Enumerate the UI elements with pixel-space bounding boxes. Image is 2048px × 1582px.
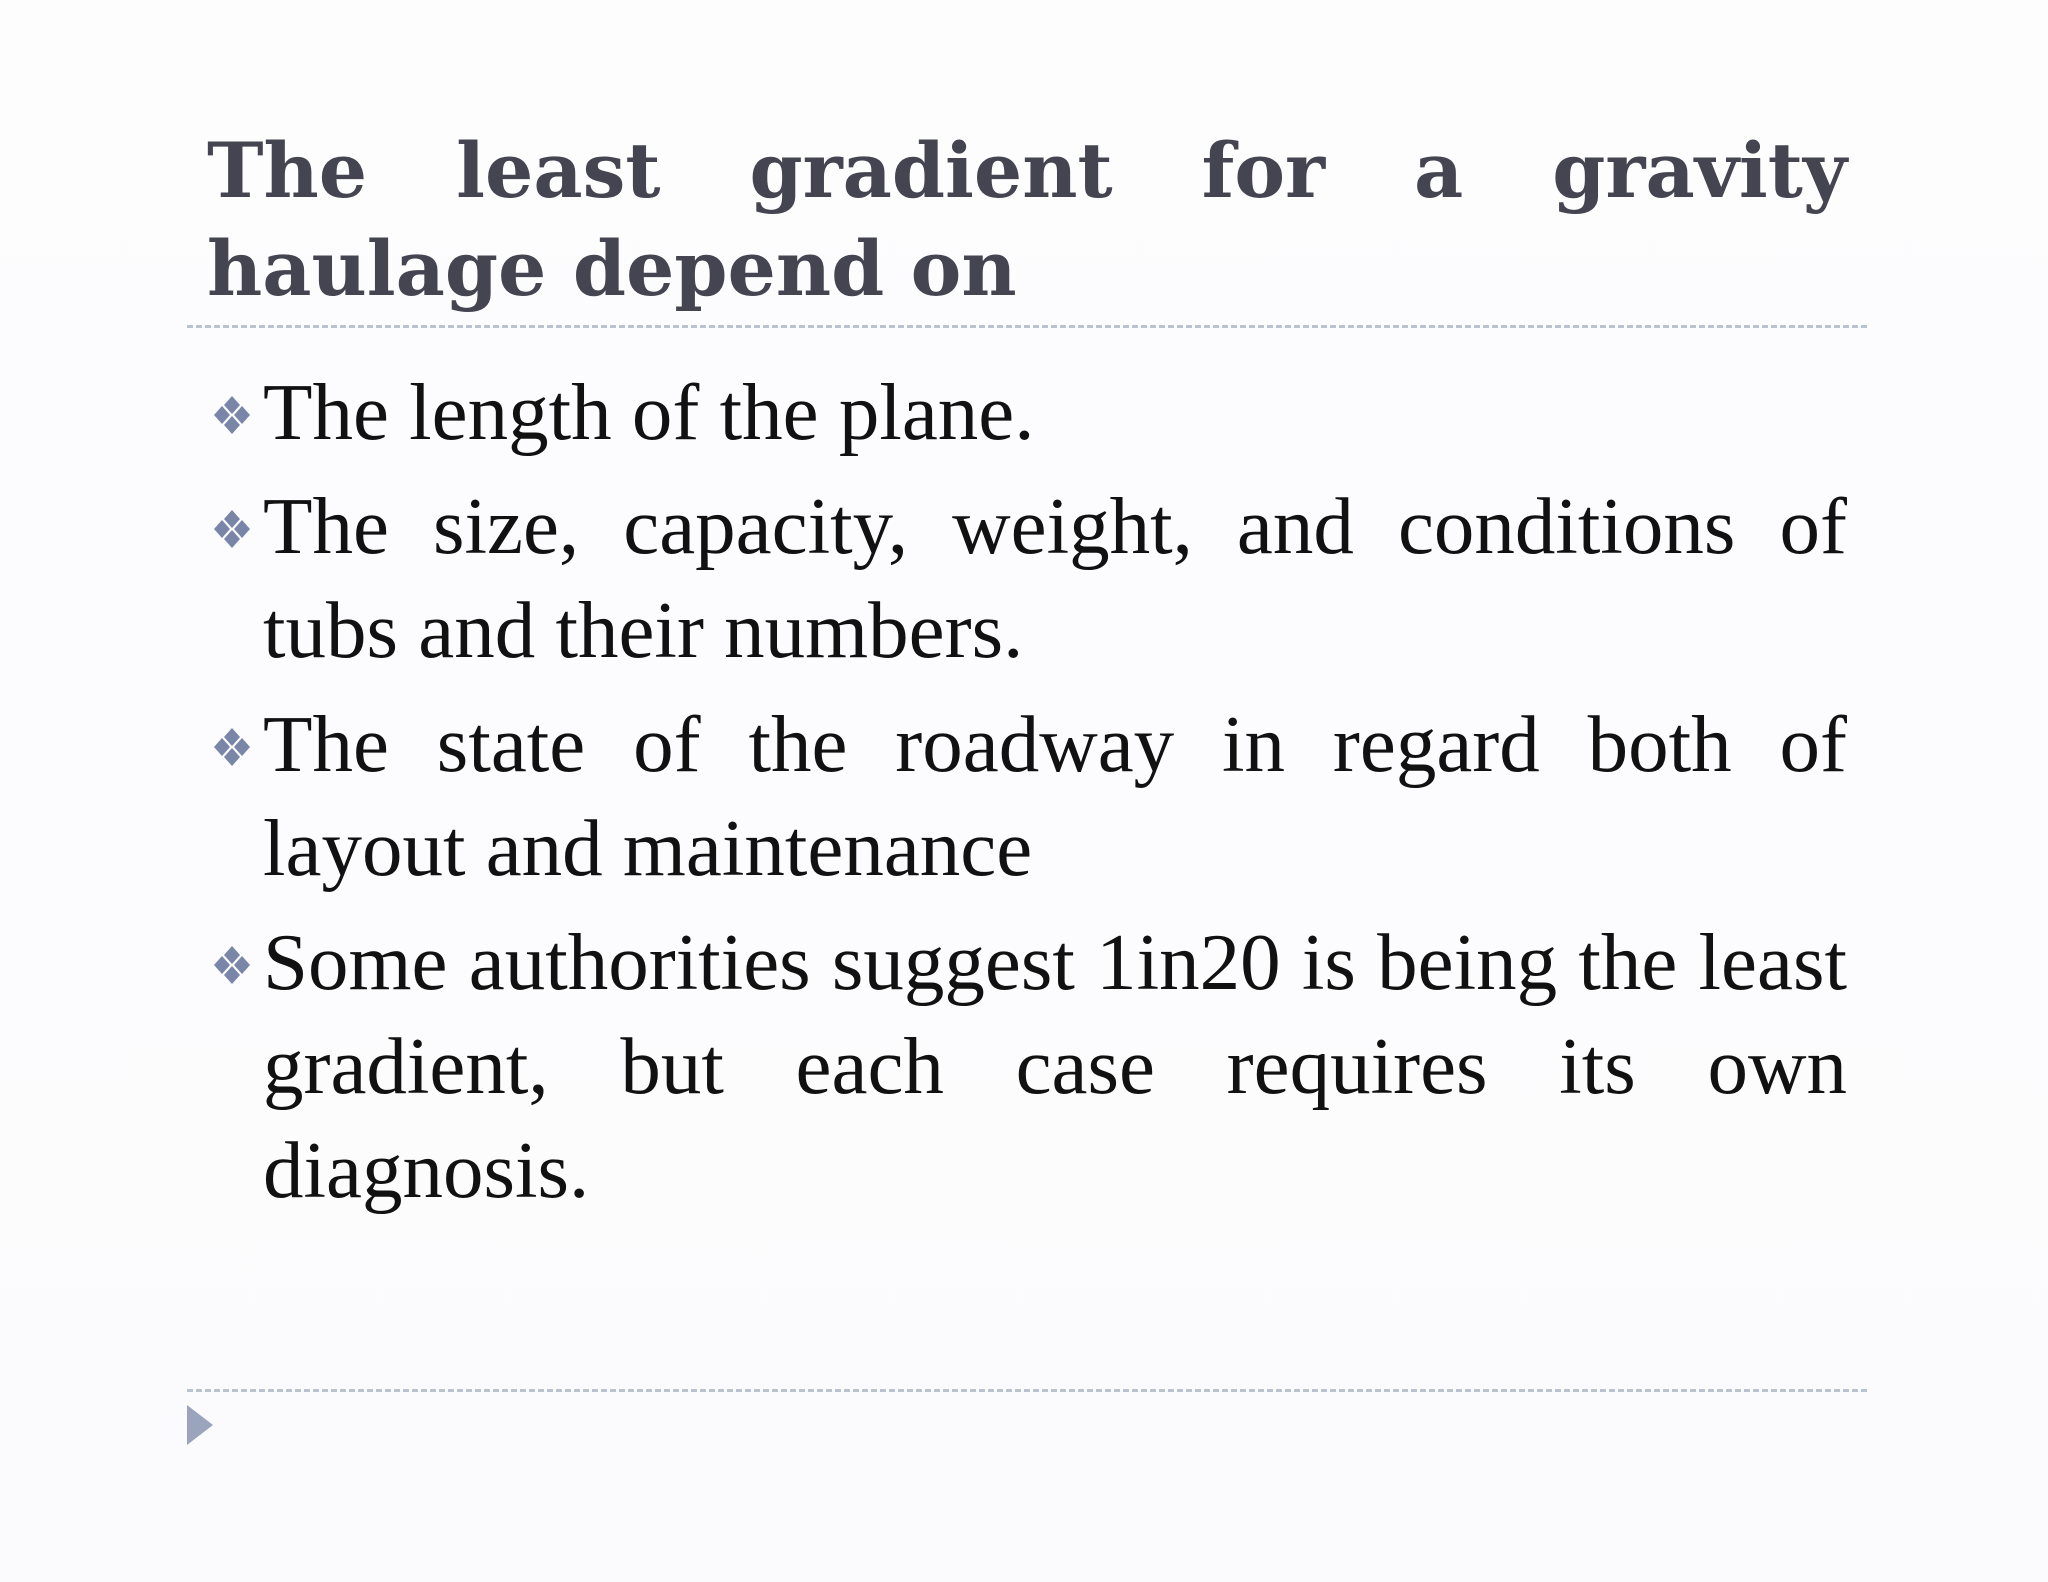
bullet-text: Some authorities suggest 1in20 is being the least gradient, but each case requires its own diagnosis. (263, 917, 1847, 1215)
bullet-item (207, 910, 1847, 1222)
bullet-text: The size, capacity, weight, and conditions of tubs and their numbers. (263, 481, 1847, 675)
bullet-text: The state of the roadway in regard both of layout and maintenance (263, 699, 1847, 893)
bullet-text: The length of the plane. (263, 367, 1035, 457)
footer-divider (187, 1389, 1867, 1392)
diamond-bullet-icon (207, 722, 257, 772)
play-triangle-icon (187, 1405, 213, 1445)
title-divider (187, 325, 1867, 328)
slide-title: The least gradient for a gravity haulage depend on (207, 126, 1847, 313)
diamond-bullet-icon (207, 504, 257, 554)
diamond-bullet-icon (207, 390, 257, 440)
bullet-item (207, 360, 1847, 464)
bullet-list (207, 360, 1847, 1232)
bullet-item (207, 692, 1847, 900)
diamond-bullet-icon (207, 940, 257, 990)
bullet-item (207, 474, 1847, 682)
